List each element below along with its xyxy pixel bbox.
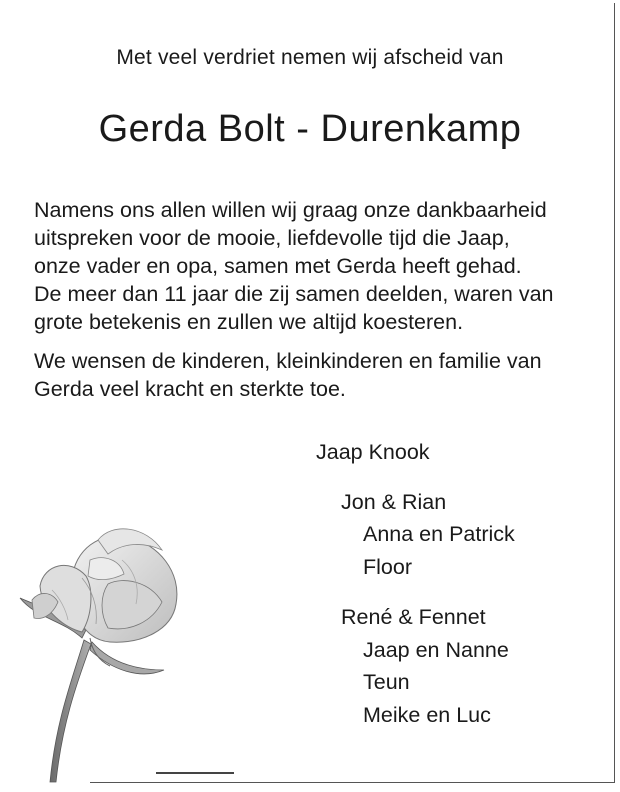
paragraph-line: grote betekenis en zullen we altijd koesteren.	[34, 310, 464, 334]
signatory-family-heads: René & Fennet	[341, 605, 486, 629]
intro-line: Met veel verdriet nemen wij afscheid van	[116, 46, 504, 69]
signatory-family-member: Anna en Patrick	[363, 522, 515, 546]
paragraph-line: De meer dan 11 jaar die zij samen deelden, waren van	[34, 282, 554, 306]
paragraph-line: Gerda veel kracht en sterkte toe.	[34, 377, 346, 401]
signatory-family-member: Jaap en Nanne	[363, 638, 509, 662]
paragraph-line: uitspreken voor de mooie, liefdevolle tijd die Jaap,	[34, 226, 510, 250]
paragraph-line: onze vader en opa, samen met Gerda heeft gehad.	[34, 254, 522, 278]
signatory-main: Jaap Knook	[316, 440, 430, 464]
deceased-name: Gerda Bolt - Durenkamp	[98, 108, 522, 150]
signatory-family-member: Floor	[363, 555, 412, 579]
signatory-family-member: Teun	[363, 670, 410, 694]
gratitude-paragraph	[34, 196, 594, 336]
wishes-paragraph	[34, 347, 594, 403]
signatory-family-member: Meike en Luc	[363, 703, 491, 727]
paragraph-line: We wensen de kinderen, kleinkinderen en familie van	[34, 349, 542, 373]
signatory-family-heads: Jon & Rian	[341, 490, 447, 514]
rose-illustration	[12, 520, 202, 792]
paragraph-line: Namens ons allen willen wij graag onze dankbaarheid	[34, 198, 547, 222]
